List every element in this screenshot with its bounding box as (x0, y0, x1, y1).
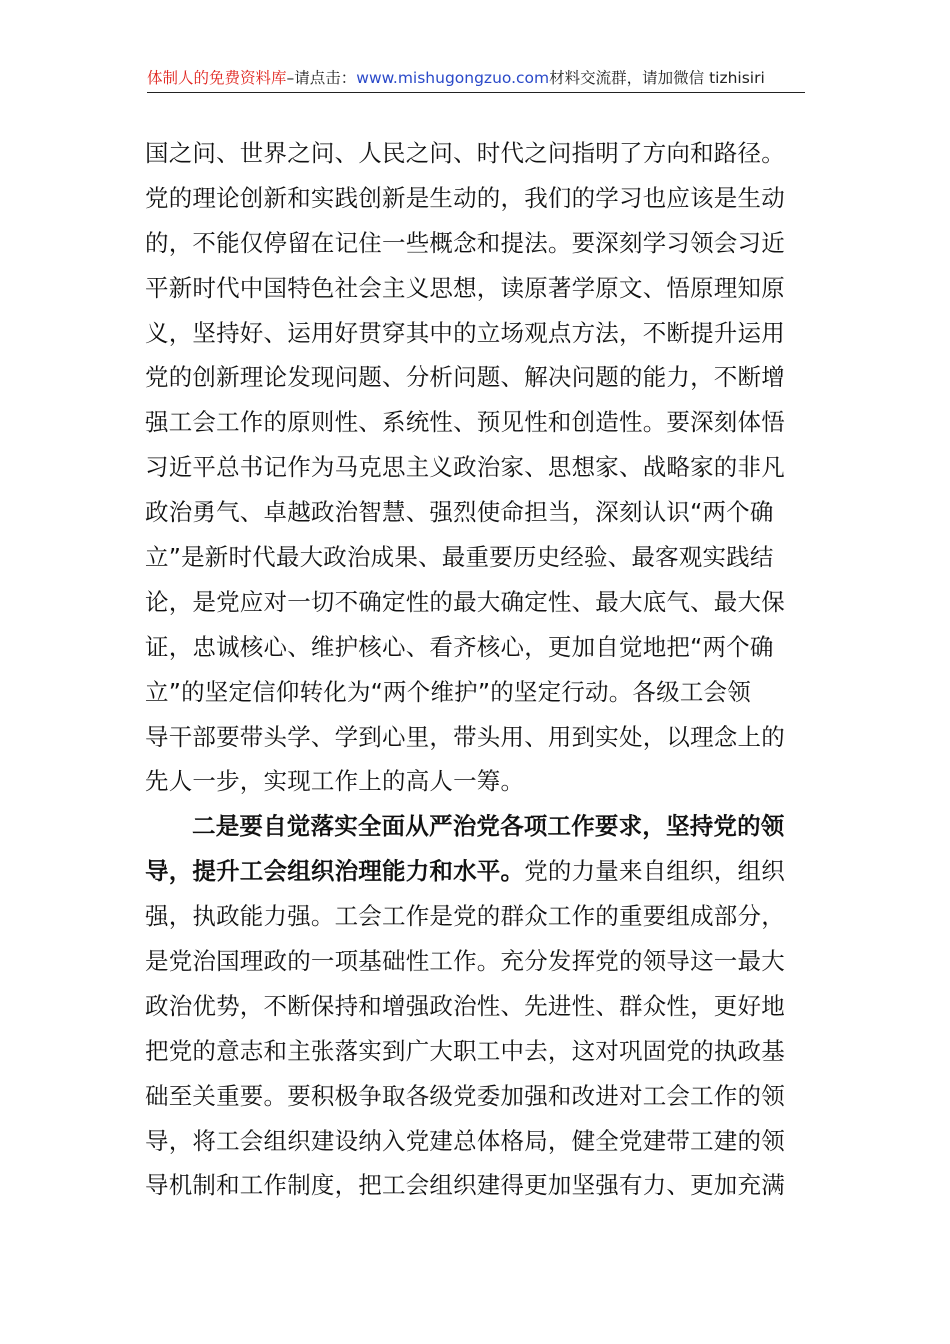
header-link-prefix: –请点击： (286, 69, 357, 87)
page-header (147, 66, 805, 93)
header-url-link[interactable]: www.mishugongzuo.com (356, 69, 550, 87)
body-line-text: 党的力量来自组织，组织 (524, 857, 785, 886)
body-line: 国之问、世界之问、人民之问、时代之问指明了方向和路径。 (145, 139, 785, 167)
body-line: 础至关重要。要积极争取各级党委加强和改进对工会工作的领 (145, 1081, 785, 1110)
body-line: 导，将工会组织建设纳入党建总体格局，健全党建带工建的领 (145, 1126, 785, 1155)
body-line: 政治勇气、卓越政治智慧、强烈使命担当，深刻认识“两个确 (145, 498, 774, 527)
body-line: 证，忠诚核心、维护核心、看齐核心，更加自觉地把“两个确 (145, 632, 774, 661)
body-line: 平新时代中国特色社会主义思想，读原著学原文、悟原理知原 (145, 273, 785, 302)
body-line: 立”是新时代最大政治成果、最重要历史经验、最客观实践结 (145, 543, 774, 572)
section-heading-text: 二是要自觉落实全面从严治党各项工作要求，坚持党的领 (192, 812, 785, 841)
body-line: 习近平总书记作为马克思主义政治家、思想家、战略家的非凡 (145, 453, 785, 482)
body-line: 论，是党应对一切不确定性的最大确定性、最大底气、最大保 (145, 587, 785, 616)
body-line: 先人一步，实现工作上的高人一筹。 (145, 767, 525, 796)
section-heading-text: 导，提升工会组织治理能力和水平。 (145, 857, 525, 886)
header-suffix: 材料交流群，请加微信 tizhisiri (549, 69, 765, 87)
section-heading-line (145, 849, 809, 894)
body-line: 导干部要带头学、学到心里，带头用、用到实处，以理念上的 (145, 722, 785, 751)
body-line: 导机制和工作制度，把工会组织建得更加坚强有力、更加充满 (145, 1171, 785, 1200)
body-line: 政治优势，不断保持和增强政治性、先进性、群众性，更好地 (145, 991, 785, 1020)
body-line: 义，坚持好、运用好贯穿其中的立场观点方法，不断提升运用 (145, 318, 785, 347)
header-brand: 体制人的免费资料库 (147, 69, 287, 87)
body-line: 强，执政能力强。工会工作是党的群众工作的重要组成部分， (145, 902, 785, 931)
body-line: 党的创新理论发现问题、分析问题、解决问题的能力，不断增 (145, 363, 785, 392)
document-body (145, 131, 809, 1208)
body-line: 把党的意志和主张落实到广大职工中去，这对巩固党的执政基 (145, 1036, 785, 1065)
section-heading-line (145, 804, 809, 849)
body-line: 强工会工作的原则性、系统性、预见性和创造性。要深刻体悟 (145, 408, 785, 437)
body-line: 立”的坚定信仰转化为“两个维护”的坚定行动。各级工会领 (145, 677, 751, 706)
body-line: 是党治国理政的一项基础性工作。充分发挥党的领导这一最大 (145, 947, 785, 976)
body-line: 党的理论创新和实践创新是生动的，我们的学习也应该是生动 (145, 183, 785, 212)
body-line: 的，不能仅停留在记住一些概念和提法。要深刻学习领会习近 (145, 228, 785, 257)
